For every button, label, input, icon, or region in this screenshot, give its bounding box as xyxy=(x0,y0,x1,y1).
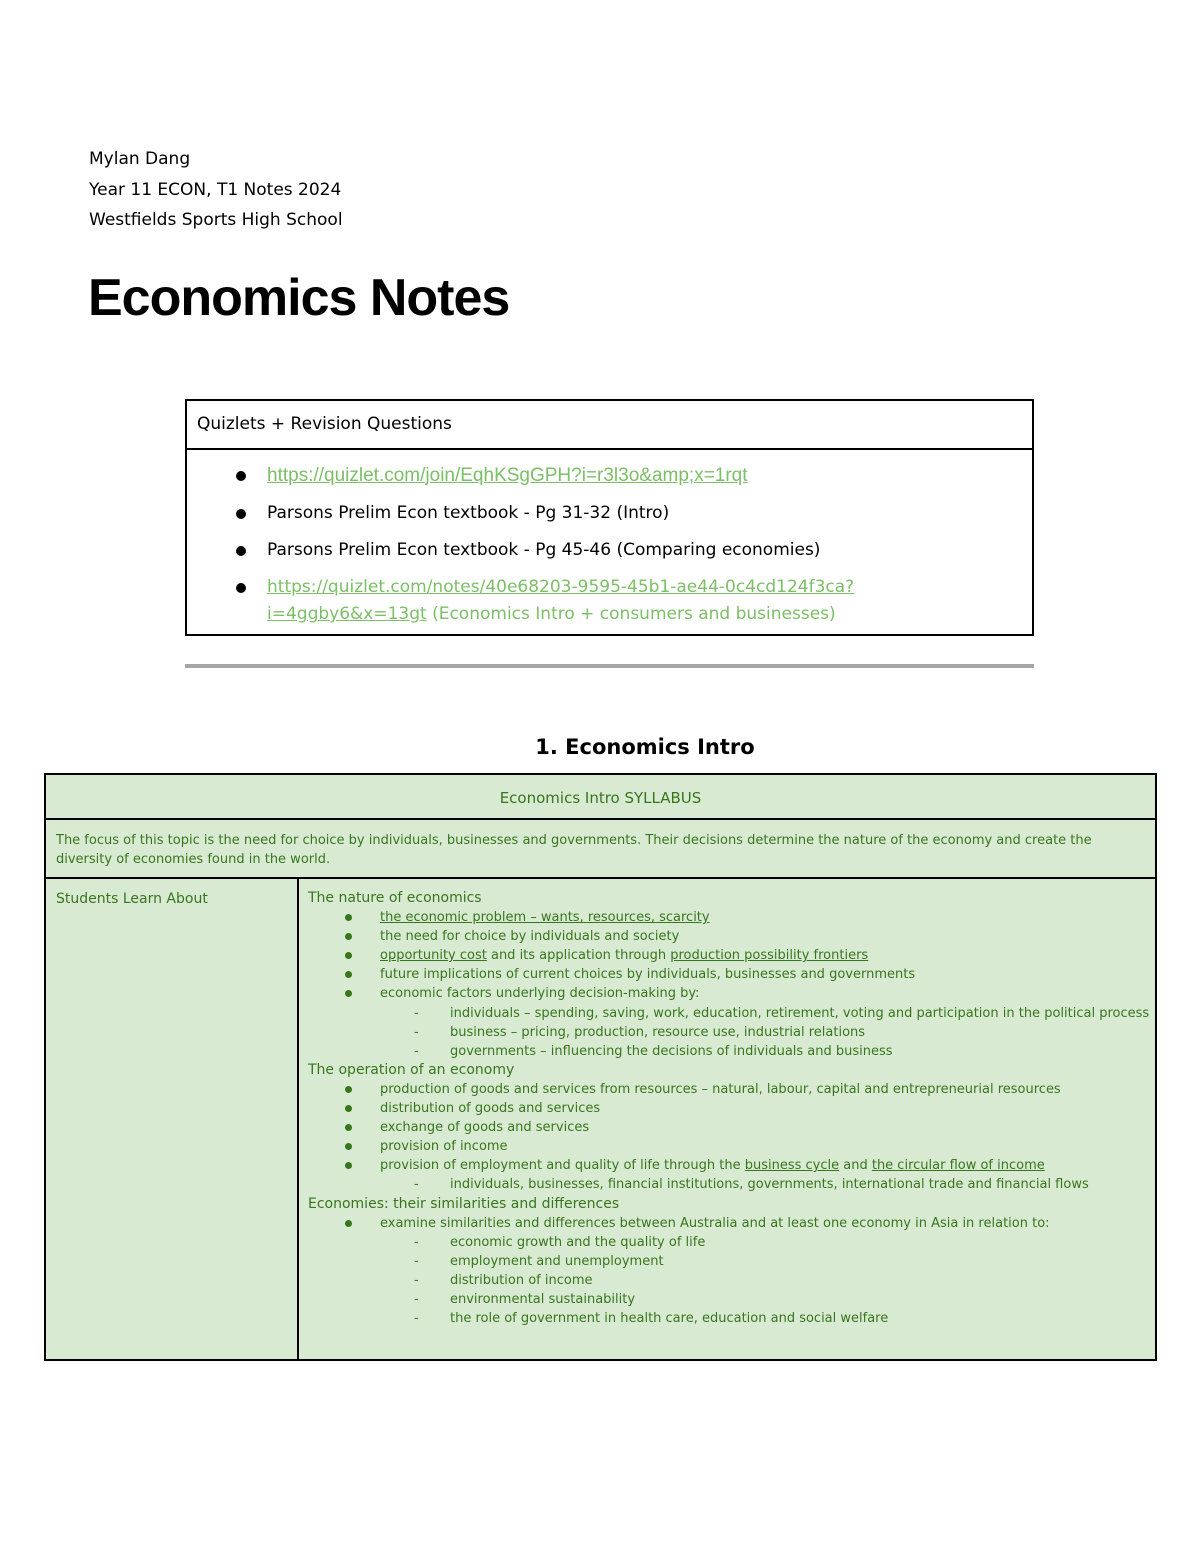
dash-marker: - xyxy=(414,1253,419,1269)
list-item: - individuals, businesses, financial institutions, governments, international trade and financial flows xyxy=(308,1175,1147,1194)
learn-about-content xyxy=(308,889,1150,1328)
bullet-icon xyxy=(345,1143,352,1150)
learn-about-label: Students Learn About xyxy=(46,879,299,1359)
bullet-icon xyxy=(345,1162,352,1169)
syllabus-table xyxy=(44,773,1157,1361)
dash-marker: - xyxy=(414,1291,419,1307)
textbook-ref-comparing: Parsons Prelim Econ textbook - Pg 45-46 (Comparing economies) xyxy=(267,540,821,560)
revision-heading: Quizlets + Revision Questions xyxy=(187,401,1032,450)
list-item: opportunity cost and its application through production possibility frontiers xyxy=(308,946,1147,965)
dash-marker: - xyxy=(414,1177,419,1193)
bullet-icon xyxy=(236,546,246,556)
bullet-icon xyxy=(345,1124,352,1131)
quizlet-notes-desc: (Economics Intro + consumers and businesses) xyxy=(426,604,836,624)
section-title: 1. Economics Intro xyxy=(535,735,755,759)
quizlet-join-link[interactable]: https://quizlet.com/join/EqhKSgGPH?i=r3l3o&amp;x=1rqt xyxy=(267,465,748,486)
list-item xyxy=(231,500,1032,527)
list-item: examine similarities and differences between Australia and at least one economy in Asia in relation to: xyxy=(308,1214,1147,1233)
document-meta xyxy=(89,144,343,236)
dash-marker: - xyxy=(414,1005,419,1021)
list-item: - individuals – spending, saving, work, education, retirement, voting and participation in the political process xyxy=(308,1004,1147,1023)
dash-marker: - xyxy=(414,1311,419,1327)
bullet-icon xyxy=(345,1086,352,1093)
list-item: exchange of goods and services xyxy=(308,1118,1147,1137)
syllabus-body-row xyxy=(46,879,1155,1359)
bullet-icon xyxy=(345,971,352,978)
bullet-icon xyxy=(345,1105,352,1112)
list-item: future implications of current choices by individuals, businesses and governments xyxy=(308,965,1147,984)
list-item: provision of employment and quality of life through the business cycle and the circular flow of income xyxy=(308,1156,1147,1175)
bullet-icon xyxy=(345,914,352,921)
horizontal-divider xyxy=(185,664,1034,668)
quizlet-notes-link-cont[interactable]: i=4ggby6&x=13gt xyxy=(267,604,427,624)
textbook-ref-intro: Parsons Prelim Econ textbook - Pg 31-32 (Intro) xyxy=(267,503,670,523)
quizlet-notes-link[interactable]: https://quizlet.com/notes/40e68203-9595-45b1-ae44-0c4cd124f3ca? xyxy=(267,577,855,597)
list-item: - economic growth and the quality of life xyxy=(308,1233,1147,1252)
list-item: the need for choice by individuals and society xyxy=(308,927,1147,946)
list-item: distribution of goods and services xyxy=(308,1099,1147,1118)
list-item: - environmental sustainability xyxy=(308,1290,1147,1309)
bullet-icon xyxy=(345,933,352,940)
bullet-icon xyxy=(236,471,246,481)
list-item xyxy=(231,574,1032,628)
subheading: The operation of an economy xyxy=(308,1061,515,1078)
bullet-icon xyxy=(345,952,352,959)
course-name: Year 11 ECON, T1 Notes 2024 xyxy=(89,179,342,200)
syllabus-heading: Economics Intro SYLLABUS xyxy=(46,775,1155,820)
subheading: Economies: their similarities and differences xyxy=(308,1195,620,1212)
list-item: - distribution of income xyxy=(308,1271,1147,1290)
bullet-icon xyxy=(345,1220,352,1227)
revision-list xyxy=(187,450,1032,628)
list-item: the economic problem – wants, resources, scarcity xyxy=(308,908,1147,927)
list-item: - business – pricing, production, resource use, industrial relations xyxy=(308,1023,1147,1042)
list-item xyxy=(231,537,1032,564)
page-title: Economics Notes xyxy=(88,269,510,327)
bullet-icon xyxy=(236,509,246,519)
list-item: production of goods and services from resources – natural, labour, capital and entrepreneurial resources xyxy=(308,1080,1147,1099)
author-name: Mylan Dang xyxy=(89,149,191,169)
list-item: - employment and unemployment xyxy=(308,1252,1147,1271)
syllabus-focus: The focus of this topic is the need for choice by individuals, businesses and governments. Their decisions determine the nature of the economy and create the diversity of economies found in the world. xyxy=(46,820,1155,879)
dash-marker: - xyxy=(414,1024,419,1040)
revision-box xyxy=(185,399,1034,636)
dash-marker: - xyxy=(414,1272,419,1288)
subheading: The nature of economics xyxy=(308,890,482,906)
bullet-icon xyxy=(236,583,246,593)
list-item: provision of income xyxy=(308,1137,1147,1156)
list-item: - governments – influencing the decisions of individuals and business xyxy=(308,1042,1147,1061)
list-item: economic factors underlying decision-making by: xyxy=(308,984,1147,1003)
list-item: - the role of government in health care, education and social welfare xyxy=(308,1309,1147,1328)
list-item xyxy=(231,462,1032,490)
school-name: Westfields Sports High School xyxy=(89,210,343,230)
dash-marker: - xyxy=(414,1234,419,1250)
bullet-icon xyxy=(345,990,352,997)
dash-marker: - xyxy=(414,1043,419,1059)
